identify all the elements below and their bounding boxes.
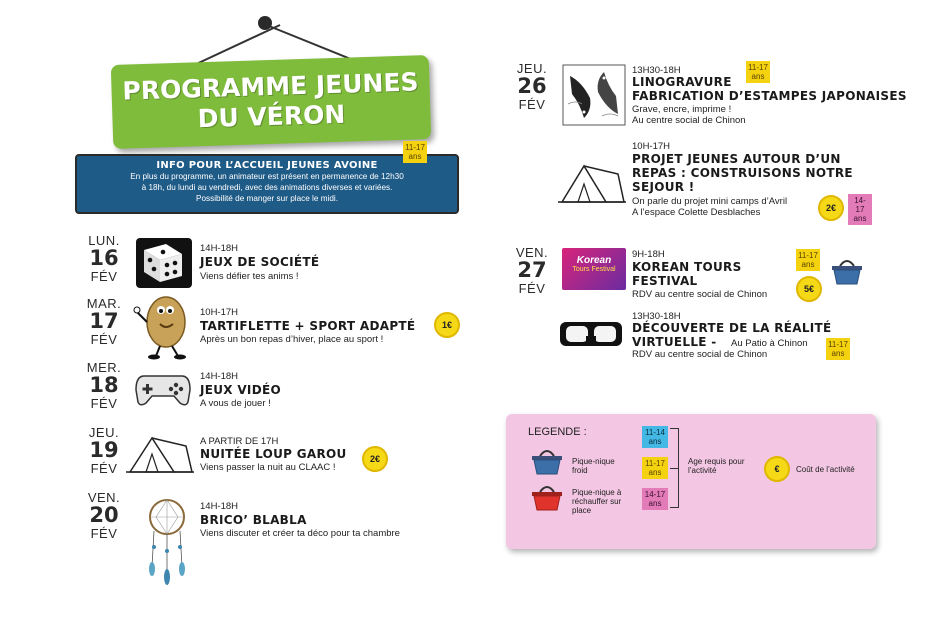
- potato-mascot-icon: [132, 292, 194, 360]
- age-badge-projet: 14-17 ans: [848, 194, 872, 225]
- legend-bracket-mid: [670, 468, 679, 469]
- legend-age-11-17: 11-17 ans: [642, 457, 668, 479]
- desc-lun: Viens défier tes anims !: [200, 271, 299, 282]
- age-badge-korean: 11-17 ans: [796, 249, 820, 271]
- desc-jeu-19: Viens passer la nuit au CLAAC !: [200, 462, 336, 473]
- activity-brico-blabla: BRICO’ BLABLA: [200, 513, 307, 527]
- activity-tartiflette: TARTIFLETTE + SPORT ADAPTÉ: [200, 319, 416, 333]
- koi-print-icon: [562, 64, 626, 126]
- info-title: INFO POUR L’ACCUEIL JEUNES AVOINE: [156, 160, 378, 171]
- day-label-mar: MAR. 17 FÉV: [86, 296, 122, 347]
- legend-warm-label: Pique-nique à réchauffer sur place: [572, 488, 622, 515]
- tent-icon: [126, 432, 194, 476]
- time-jeu-19: A PARTIR DE 17H: [200, 436, 279, 447]
- info-age-badge: 11-17 ans: [403, 141, 427, 163]
- legend-coin-icon: €: [764, 456, 790, 482]
- legend-age-14-17: 14-17 ans: [642, 488, 668, 510]
- gamepad-icon: [134, 370, 192, 408]
- time-korean: 9H-18H: [632, 249, 665, 260]
- legend-bracket-bottom: [670, 507, 679, 508]
- desc-mer: A vous de jouer !: [200, 398, 271, 409]
- info-box: [75, 154, 459, 214]
- time-vr: 13H30-18H: [632, 311, 681, 322]
- activity-vr-2: VIRTUELLE -: [632, 335, 717, 349]
- warm-picnic-basket-icon: [530, 482, 564, 512]
- day-label-lun: LUN. 16 FÉV: [88, 233, 120, 284]
- tent-icon: [558, 160, 626, 206]
- legend-age-11-14: 11-14 ans: [642, 426, 668, 448]
- activity-projet-jeunes-3: SEJOUR !: [632, 180, 695, 194]
- time-projet-jeunes: 10H-17H: [632, 141, 671, 152]
- desc-ven-20: Viens discuter et créer ta déco pour ta chambre: [200, 528, 400, 539]
- cold-picnic-basket-icon: [830, 256, 864, 286]
- title-line-2: DU VÉRON: [197, 99, 346, 134]
- legend-bracket-top: [670, 428, 679, 429]
- age-badge-vr: 11-17 ans: [826, 338, 850, 360]
- time-linogravure: 13H30-18H: [632, 65, 681, 76]
- price-coin-korean: 5€: [796, 276, 822, 302]
- activity-linogravure: LINOGRAVURE: [632, 75, 732, 89]
- desc-linogravure-1: Grave, encre, imprime !: [632, 104, 732, 115]
- activity-korean-2: FESTIVAL: [632, 274, 698, 288]
- activity-jeux-video: JEUX VIDÉO: [200, 383, 281, 397]
- time-mer: 14H-18H: [200, 371, 239, 382]
- desc-linogravure-2: Au centre social de Chinon: [632, 115, 746, 126]
- sign-cord-right: [264, 23, 357, 62]
- time-lun: 14H-18H: [200, 243, 239, 254]
- activity-jeux-societe: JEUX DE SOCIÉTÉ: [200, 255, 320, 269]
- desc-mar: Après un bon repas d’hiver, place au sport !: [200, 334, 384, 345]
- price-coin-jeu-19: 2€: [362, 446, 388, 472]
- day-label-mer: MER. 18 FÉV: [86, 360, 122, 411]
- time-ven-20: 14H-18H: [200, 501, 239, 512]
- dice-icon: [134, 236, 194, 290]
- vr-headset-icon: [558, 318, 624, 350]
- activity-projet-jeunes-2: REPAS : CONSTRUISONS NOTRE: [632, 166, 853, 180]
- time-mar: 10H-17H: [200, 307, 239, 318]
- place-vr: Au Patio à Chinon: [731, 338, 808, 349]
- desc-projet-2: A l’espace Colette Desblaches: [632, 207, 761, 218]
- korean-festival-logo: Korean Tours Festival: [562, 248, 626, 290]
- info-line-1: En plus du programme, un animateur est présent en permanence de 12h30: [130, 172, 404, 181]
- activity-nuitee-loup-garou: NUITÉE LOUP GAROU: [200, 447, 347, 461]
- legend-cold-label: Pique-nique froid: [572, 457, 615, 475]
- activity-vr-1: DÉCOUVERTE DE LA RÉALITÉ: [632, 321, 832, 335]
- price-coin-projet: 2€: [818, 195, 844, 221]
- day-label-jeu-26: JEU. 26 FÉV: [516, 61, 548, 112]
- dreamcatcher-icon: [142, 497, 192, 587]
- title-line-1: PROGRAMME JEUNES: [122, 67, 419, 106]
- legend-cost-label: Coût de l’activité: [796, 465, 855, 474]
- day-label-ven-20: VEN. 20 FÉV: [87, 490, 121, 541]
- activity-linogravure-subtitle: FABRICATION D’ESTAMPES JAPONAISES: [632, 89, 907, 103]
- legend-title: LEGENDE :: [528, 426, 587, 438]
- desc-vr: RDV au centre social de Chinon: [632, 349, 768, 360]
- activity-korean-1: KOREAN TOURS: [632, 260, 742, 274]
- cold-picnic-basket-icon: [530, 446, 564, 476]
- legend-age-label: Age requis pour l’activité: [688, 457, 745, 475]
- age-badge-linogravure: 11-17 ans: [746, 61, 770, 83]
- day-label-ven-27: VEN. 27 FÉV: [515, 245, 549, 296]
- price-coin-mar: 1€: [434, 312, 460, 338]
- page-title: [111, 55, 431, 149]
- desc-korean: RDV au centre social de Chinon: [632, 289, 768, 300]
- info-line-3: Possibilité de manger sur place le midi.: [196, 194, 338, 203]
- info-line-2: à 18h, du lundi au vendredi, avec des animations diverses et variées.: [141, 183, 393, 192]
- desc-projet-1: On parle du projet mini camps d’Avril: [632, 196, 788, 207]
- nail-icon: [258, 16, 272, 30]
- activity-projet-jeunes-1: PROJET JEUNES AUTOUR D’UN: [632, 152, 841, 166]
- day-label-jeu-19: JEU. 19 FÉV: [88, 425, 120, 476]
